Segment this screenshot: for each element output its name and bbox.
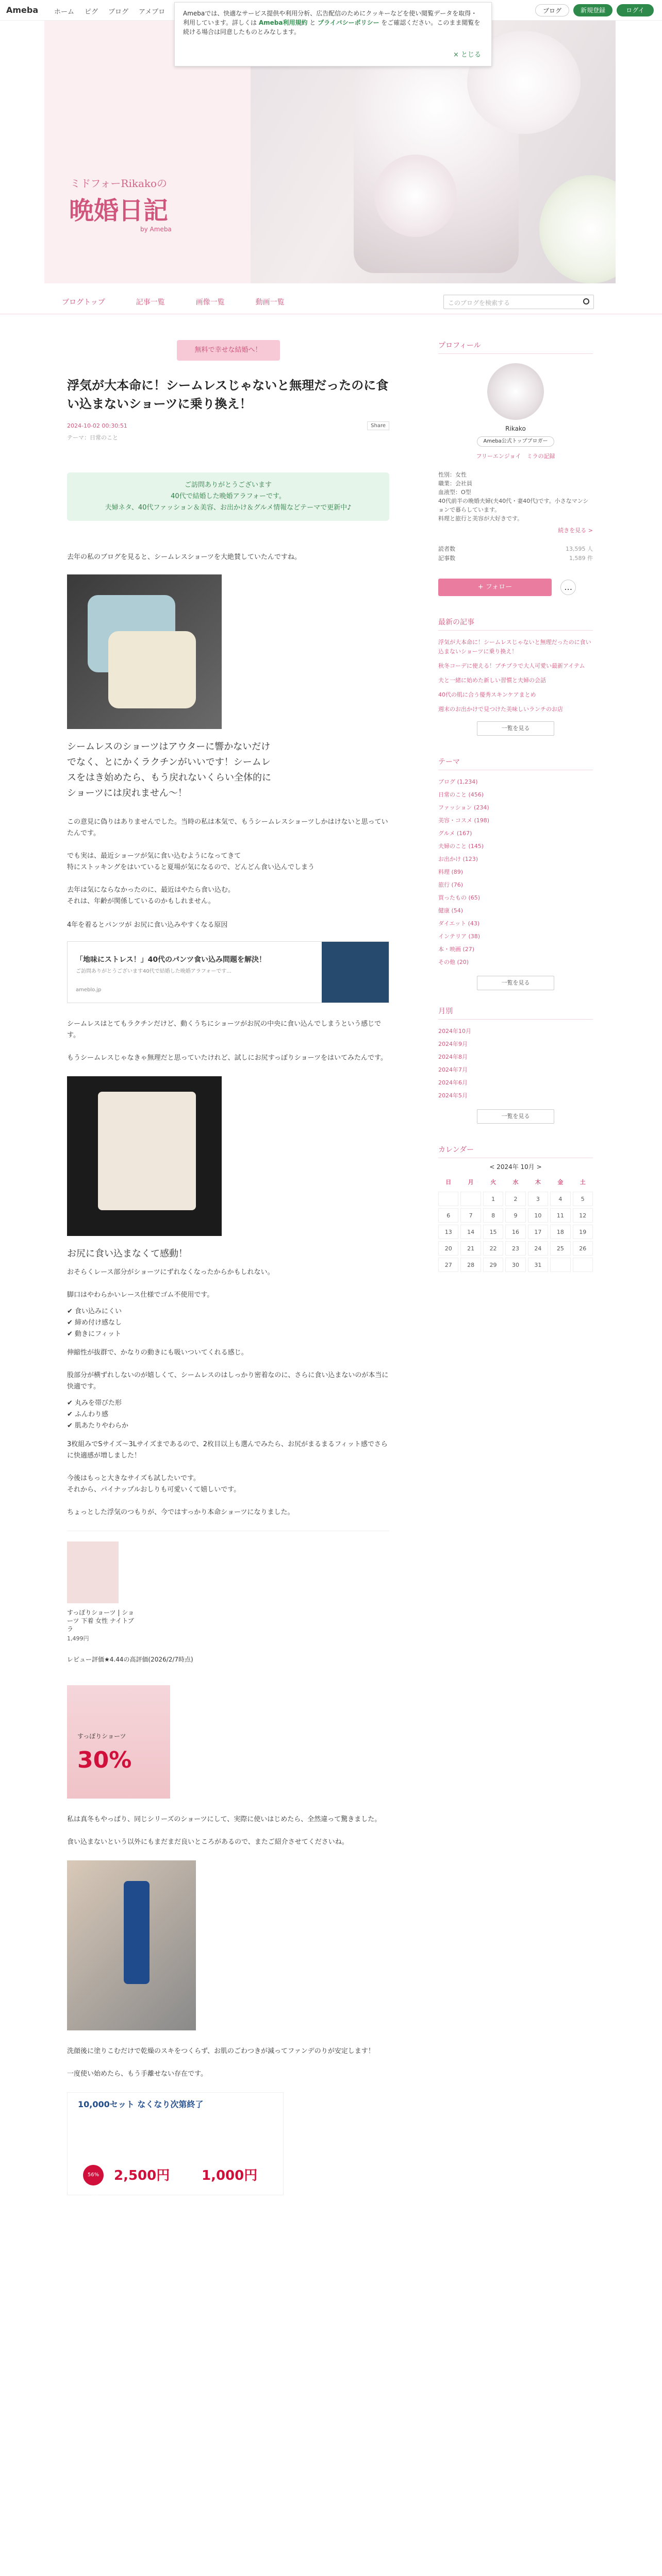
theme-item[interactable]: 日常のこと (456) [438,791,484,798]
calendar-day[interactable]: 6 [438,1208,458,1223]
calendar-day[interactable]: 30 [505,1258,525,1272]
article-paragraph: 私は真冬もやっぱり、同じシリーズのショーツにして、実際に使いはじめたら、全然違って驚きました。 食い込まないという以外にもまだまだ良いところがあるので、またご紹介させてくださいね。 [67,1816,382,1846]
card-thumbnail [322,942,389,1003]
blog-subnav [0,289,662,314]
welcome-box: ご訪問ありがとうございます 40代で結婚した晩婚アラフォーです。 夫婦ネタ、40代ファッション＆美容、お出かけ＆グルメ情報などテーマで更新中♪ [67,472,389,521]
shorts-product [98,1092,196,1210]
recent-item[interactable]: 40代の肌に合う優秀スキンケアまとめ [438,691,536,698]
serum-image [67,1860,196,2030]
stat-label: 読者数 [438,546,455,552]
calendar-day[interactable]: 15 [483,1225,503,1239]
calendar-day[interactable]: 9 [505,1208,525,1223]
ad-title: 10,000セット なくなり次第終了 [78,2099,204,2109]
follow-button[interactable]: + フォロー [438,579,552,596]
archive-item[interactable]: 2024年7月 [438,1066,468,1073]
flower-image [374,155,457,237]
notice-text-3: をご確認ください。このまま閲覧を続ける場合は同意したものとみなします。 [183,19,481,36]
search-placeholder: このブログを検索する [448,299,510,307]
promo-pill[interactable]: 無料で幸せな結婚へ！ [177,340,280,361]
blog-search-input[interactable] [443,295,594,309]
card-source: ameblo.jp [76,987,102,993]
theme-item[interactable]: その他 (20) [438,959,469,965]
see-all-button[interactable]: 一覧を見る [477,1109,554,1124]
global-nav [54,6,165,16]
product-card[interactable] [67,1531,389,1675]
nav-blog[interactable]: ブログ [108,8,129,16]
article [67,340,389,2198]
check-list [67,1398,389,1432]
profile-links[interactable]: フリーエンジョイ ミラの記録 [476,453,555,460]
profile-more-link[interactable]: 続きを見る > [558,527,593,534]
calendar-day[interactable]: 19 [573,1225,593,1239]
calendar-day[interactable]: 27 [438,1258,458,1272]
calendar-grid [438,1175,593,1272]
blog-subtitle: ミドフォーRikakoの [70,177,168,190]
calendar-day[interactable]: 18 [550,1225,570,1239]
check-item: ✔ 丸みを帯びた形 [67,1399,122,1407]
calendar-heading: カレンダー [438,1144,593,1158]
terms-link[interactable]: Ameba利用規約 [258,19,308,26]
article-paragraph: 3枚組みでSサイズ〜3Lサイズまであるので、2枚目以上も選んでみたら、お尻がまるまるフィット感でさらに快適感が増しました！ 今後はもっと大きなサイズも試したいです。 それから、パイナップルおしりも可愛いくて嬉しいです。 ちょっとした浮気のつもりが、今ではすっかり本命ショーツになりました。 [67,1440,388,1516]
calendar-day[interactable]: 4 [550,1192,570,1206]
calendar-day[interactable]: 25 [550,1241,570,1256]
theme-heading: テーマ [438,756,593,770]
quoted-text: シームレスのショーツはアウターに響かないだけでなく、とにかくラクチンがいいです！シームレスをはき始めたら、もう戻れないくらい全体的にショーツには戻れません〜！ [67,741,271,799]
profile-heading: プロフィール [438,340,593,354]
calendar-day[interactable]: 10 [528,1208,548,1223]
cookie-notice [174,2,492,66]
calendar-caption[interactable]: < 2024年 10月 > [489,1163,542,1171]
check-item: ✔ ふんわり感 [67,1411,109,1418]
serum-bottle [124,1881,150,1984]
theme-item[interactable]: グルメ (167) [438,830,472,837]
calendar-day[interactable]: 3 [528,1192,548,1206]
article-date: 2024-10-02 00:30:51 [67,422,127,429]
calendar-day[interactable]: 5 [573,1192,593,1206]
stat-label: 記事数 [438,555,455,562]
calendar-day[interactable]: 2 [505,1192,525,1206]
calendar-day[interactable]: 1 [483,1192,503,1206]
check-item: ✔ 食い込みにくい [67,1308,122,1315]
recent-item[interactable]: 浮気が大本命に！シームレスじゃないと無理だったのに食い込まないショーツに乗り換え！ [438,639,591,655]
article-paragraph: おそらくレース部分がショーツにずれなくなったからかもしれない。 脚口はやわらかいレース仕様でゴム不使用です。 [67,1268,274,1299]
sidebar [438,340,593,1272]
stat-value: 1,589 件 [569,555,593,562]
calendar-day[interactable]: 8 [483,1208,503,1223]
notice-close-button[interactable]: × とじる [453,51,481,59]
discount-banner[interactable] [67,1685,170,1799]
share-button[interactable]: Share [367,421,389,430]
calendar-day[interactable]: 11 [550,1208,570,1223]
ad-badge: 56% OFF [83,2165,104,2185]
stat-row [438,545,593,554]
calendar-day[interactable]: 16 [505,1225,525,1239]
link-heading: 4年を着るとパンツが お尻に食い込みやすくなる原因 [67,921,228,929]
subnav-video-list[interactable]: 動画一覧 [255,298,285,307]
calendar-day [573,1258,593,1272]
calendar-weekday: 火 [490,1179,496,1185]
archive-item[interactable]: 2024年5月 [438,1092,468,1099]
subnav-blog-top[interactable]: ブログトップ [62,298,105,307]
theme-item[interactable]: 美容・コスメ (198) [438,817,490,824]
ameba-logo[interactable]: Ameba [6,5,39,15]
article-title: 浮気が大本命に！シームレスじゃないと無理だったのに食い込まないショーツに乗り換え！ [67,378,389,411]
calendar-weekday: 日 [445,1179,452,1185]
calendar-day [460,1192,481,1206]
signup-button[interactable]: 新規登録 [573,4,613,16]
theme-item[interactable]: インテリア (38) [438,933,481,940]
calendar-day[interactable]: 22 [483,1241,503,1256]
calendar-weekday: 木 [535,1179,541,1185]
article-paragraph: この意見に偽りはありませんでした。当時の私は本気で、もうシームレスショーツしかはけないと思っていたんです。 でも実は、最近ショーツが気に食い込むようになってきて 特にストッキングをはいていると夏場が気になるので、どんどん食い込んでしまう 去年は気にならなかったのに、最近はやたら食い込む。 それは、年齢が関係しているのかもしれません。 [67,818,388,905]
calendar-day [550,1258,570,1272]
article-paragraph: シームレスはとてもラクチンだけど、動くうちにショーツがお尻の中央に食い込んでしまうという感じです。 もうシームレスじゃなきゃ無理だと思っていたけれど、試しにお尻すっぽりショーツをはいてみたんです。 [67,1020,388,1062]
article-meta [67,422,389,429]
more-options-button[interactable]: … [560,580,576,595]
recent-entries [438,617,593,736]
calendar-day[interactable]: 7 [460,1208,481,1223]
banner-discount: 30% [77,1747,132,1773]
calendar-day[interactable]: 20 [438,1241,458,1256]
check-item: ✔ 動きにフィット [67,1330,121,1338]
official-badge: Ameba公式トップブロガー [477,436,554,447]
calendar-weekday: 月 [468,1179,474,1185]
card-description: ご訪問ありがとうございます40代で結婚した晩婚アラフォーです... [76,969,231,974]
product-image[interactable] [67,1541,119,1603]
check-item: ✔ 肌あたりやわらか [67,1422,129,1430]
calendar-day[interactable]: 12 [573,1208,593,1223]
product-price: 1,499円 [67,1635,89,1642]
recent-item[interactable]: 週末のお出かけで見つけた美味しいランチのお店 [438,706,563,713]
archive-items [438,1025,593,1102]
archive-item[interactable]: 2024年9月 [438,1041,468,1047]
subnav-entry-list[interactable]: 記事一覧 [136,298,165,307]
banner-label: すっぽりショーツ [77,1733,126,1740]
calendar-day[interactable]: 17 [528,1225,548,1239]
calendar-day[interactable]: 28 [460,1258,481,1272]
theme-item[interactable]: ブログ (1,234) [438,778,478,785]
blog-card-link[interactable] [67,941,389,1003]
blog-title[interactable]: 晩婚日記 [69,196,169,225]
search-icon[interactable] [583,298,589,304]
theme-item[interactable]: 買ったもの (65) [438,894,481,901]
calendar-day[interactable]: 13 [438,1225,458,1239]
theme-item[interactable]: 夫婦のこと (145) [438,843,484,850]
calendar-day[interactable]: 21 [460,1241,481,1256]
recent-heading: 最新の記事 [438,617,593,631]
section-heading: お尻に食い込まなくて感動！ [67,1248,188,1259]
avatar[interactable] [487,363,544,420]
theme-item[interactable]: 料理 (89) [438,869,464,875]
privacy-link[interactable]: プライバシーポリシー [318,19,379,26]
calendar [438,1144,593,1272]
calendar-day[interactable]: 26 [573,1241,593,1256]
calendar-day [438,1192,458,1206]
subnav-image-list[interactable]: 画像一覧 [195,298,225,307]
topbar-actions [535,4,654,26]
calendar-day[interactable]: 31 [528,1258,548,1272]
archive-list [438,1006,593,1124]
recent-item[interactable]: 夫と一緒に始めた新しい習慣と夫婦の会話 [438,677,546,684]
archive-heading: 月別 [438,1006,593,1020]
article-theme[interactable]: テーマ：日常のこと [67,434,118,441]
seamless-shorts-image [67,574,222,729]
calendar-weekday: 水 [512,1179,519,1185]
nav-ameblo[interactable]: アメブロ [139,8,166,16]
archive-item[interactable]: 2024年8月 [438,1054,468,1060]
theme-item[interactable]: お出かけ (123) [438,856,478,862]
product-name[interactable]: すっぽりショーツ | ショーツ 下着 女性 ナイトブラ [67,1609,134,1633]
archive-item[interactable]: 2024年10月 [438,1028,471,1035]
theme-items [438,775,593,969]
blog-by-ameba: by Ameba [140,226,172,233]
nav-home[interactable]: ホーム [54,8,75,16]
notice-text-1: Amebaでは、快適なサービス提供や利用分析、広告配信のためにクッキーなどを使い閲覧データを取得・利用しています。詳しくは [183,10,477,26]
product-ad[interactable] [67,2092,284,2198]
calendar-weekday: 金 [557,1179,564,1185]
nav-pigg[interactable]: ピグ [85,8,98,16]
calendar-day[interactable]: 24 [528,1241,548,1256]
ad-price-sale: 1,000円 [202,2168,258,2183]
theme-item[interactable]: ファッション (234) [438,804,489,811]
card-title: 「地味にストレス！」40代のパンツ食い込み問題を解決！ [76,956,267,964]
profile-username[interactable]: Rikako [505,425,526,432]
product-review: レビュー評価★4.44の高評価(2026/2/7時点) [67,1656,193,1663]
calendar-weekday: 土 [580,1179,586,1185]
stat-value: 13,595 人 [566,546,593,552]
profile-text: 性別：女性 職業：会社員 血液型：O型 40代前半の晩婚夫婦(夫40代・妻40代)です。小さなマンションで暮らしています。 料理と旅行と美容が大好きです。 [438,471,589,522]
profile-stats [438,545,593,563]
article-paragraph: 洗顔後に塗りこむだけで乾燥のスキをつくらず、お肌のごわつきが減ってファンデのりが安定します！ 一度使い始めたら、もう手離せない存在です。 [67,2047,375,2078]
calendar-day[interactable]: 14 [460,1225,481,1239]
calendar-day[interactable]: 23 [505,1241,525,1256]
theme-item[interactable]: ダイエット (43) [438,920,480,927]
calendar-day[interactable]: 29 [483,1258,503,1272]
theme-list [438,756,593,990]
article-paragraph: 去年の私のブログを見ると、シームレスショーツを大絶賛していたんですね。 [67,553,301,561]
see-all-button[interactable]: 一覧を見る [477,976,554,990]
article-paragraph: 伸縮性が抜群で、かなりの動きにも吸いついてくれる感じ。 股部分が横ずれしないのが嬉しくて、シームレスのはしっかり密着なのに、さらに食い込まないのが本当に快適です。 [67,1349,389,1391]
stat-row [438,554,593,563]
ad-price-original: 2,500円 [114,2168,170,2183]
subnav-items [62,297,285,307]
notice-text-2: と [309,19,316,26]
shorts-beige [108,631,196,708]
check-item: ✔ 締め付け感なし [67,1319,122,1327]
theme-item[interactable]: 本・映画 (27) [438,946,475,953]
theme-item[interactable]: 旅行 (76) [438,882,464,888]
theme-item[interactable]: 健康 (54) [438,907,464,914]
archive-item[interactable]: 2024年6月 [438,1079,468,1086]
see-all-button[interactable]: 一覧を見る [477,721,554,736]
recent-item[interactable]: 秋冬コーデに使える！プチプラで大人可愛い最新アイテム [438,663,585,669]
login-button[interactable]: ログイン [617,4,654,16]
blog-button[interactable]: ブログ [535,4,569,16]
recent-list [438,638,593,714]
check-list [67,1306,389,1340]
full-shorts-image [67,1076,222,1236]
